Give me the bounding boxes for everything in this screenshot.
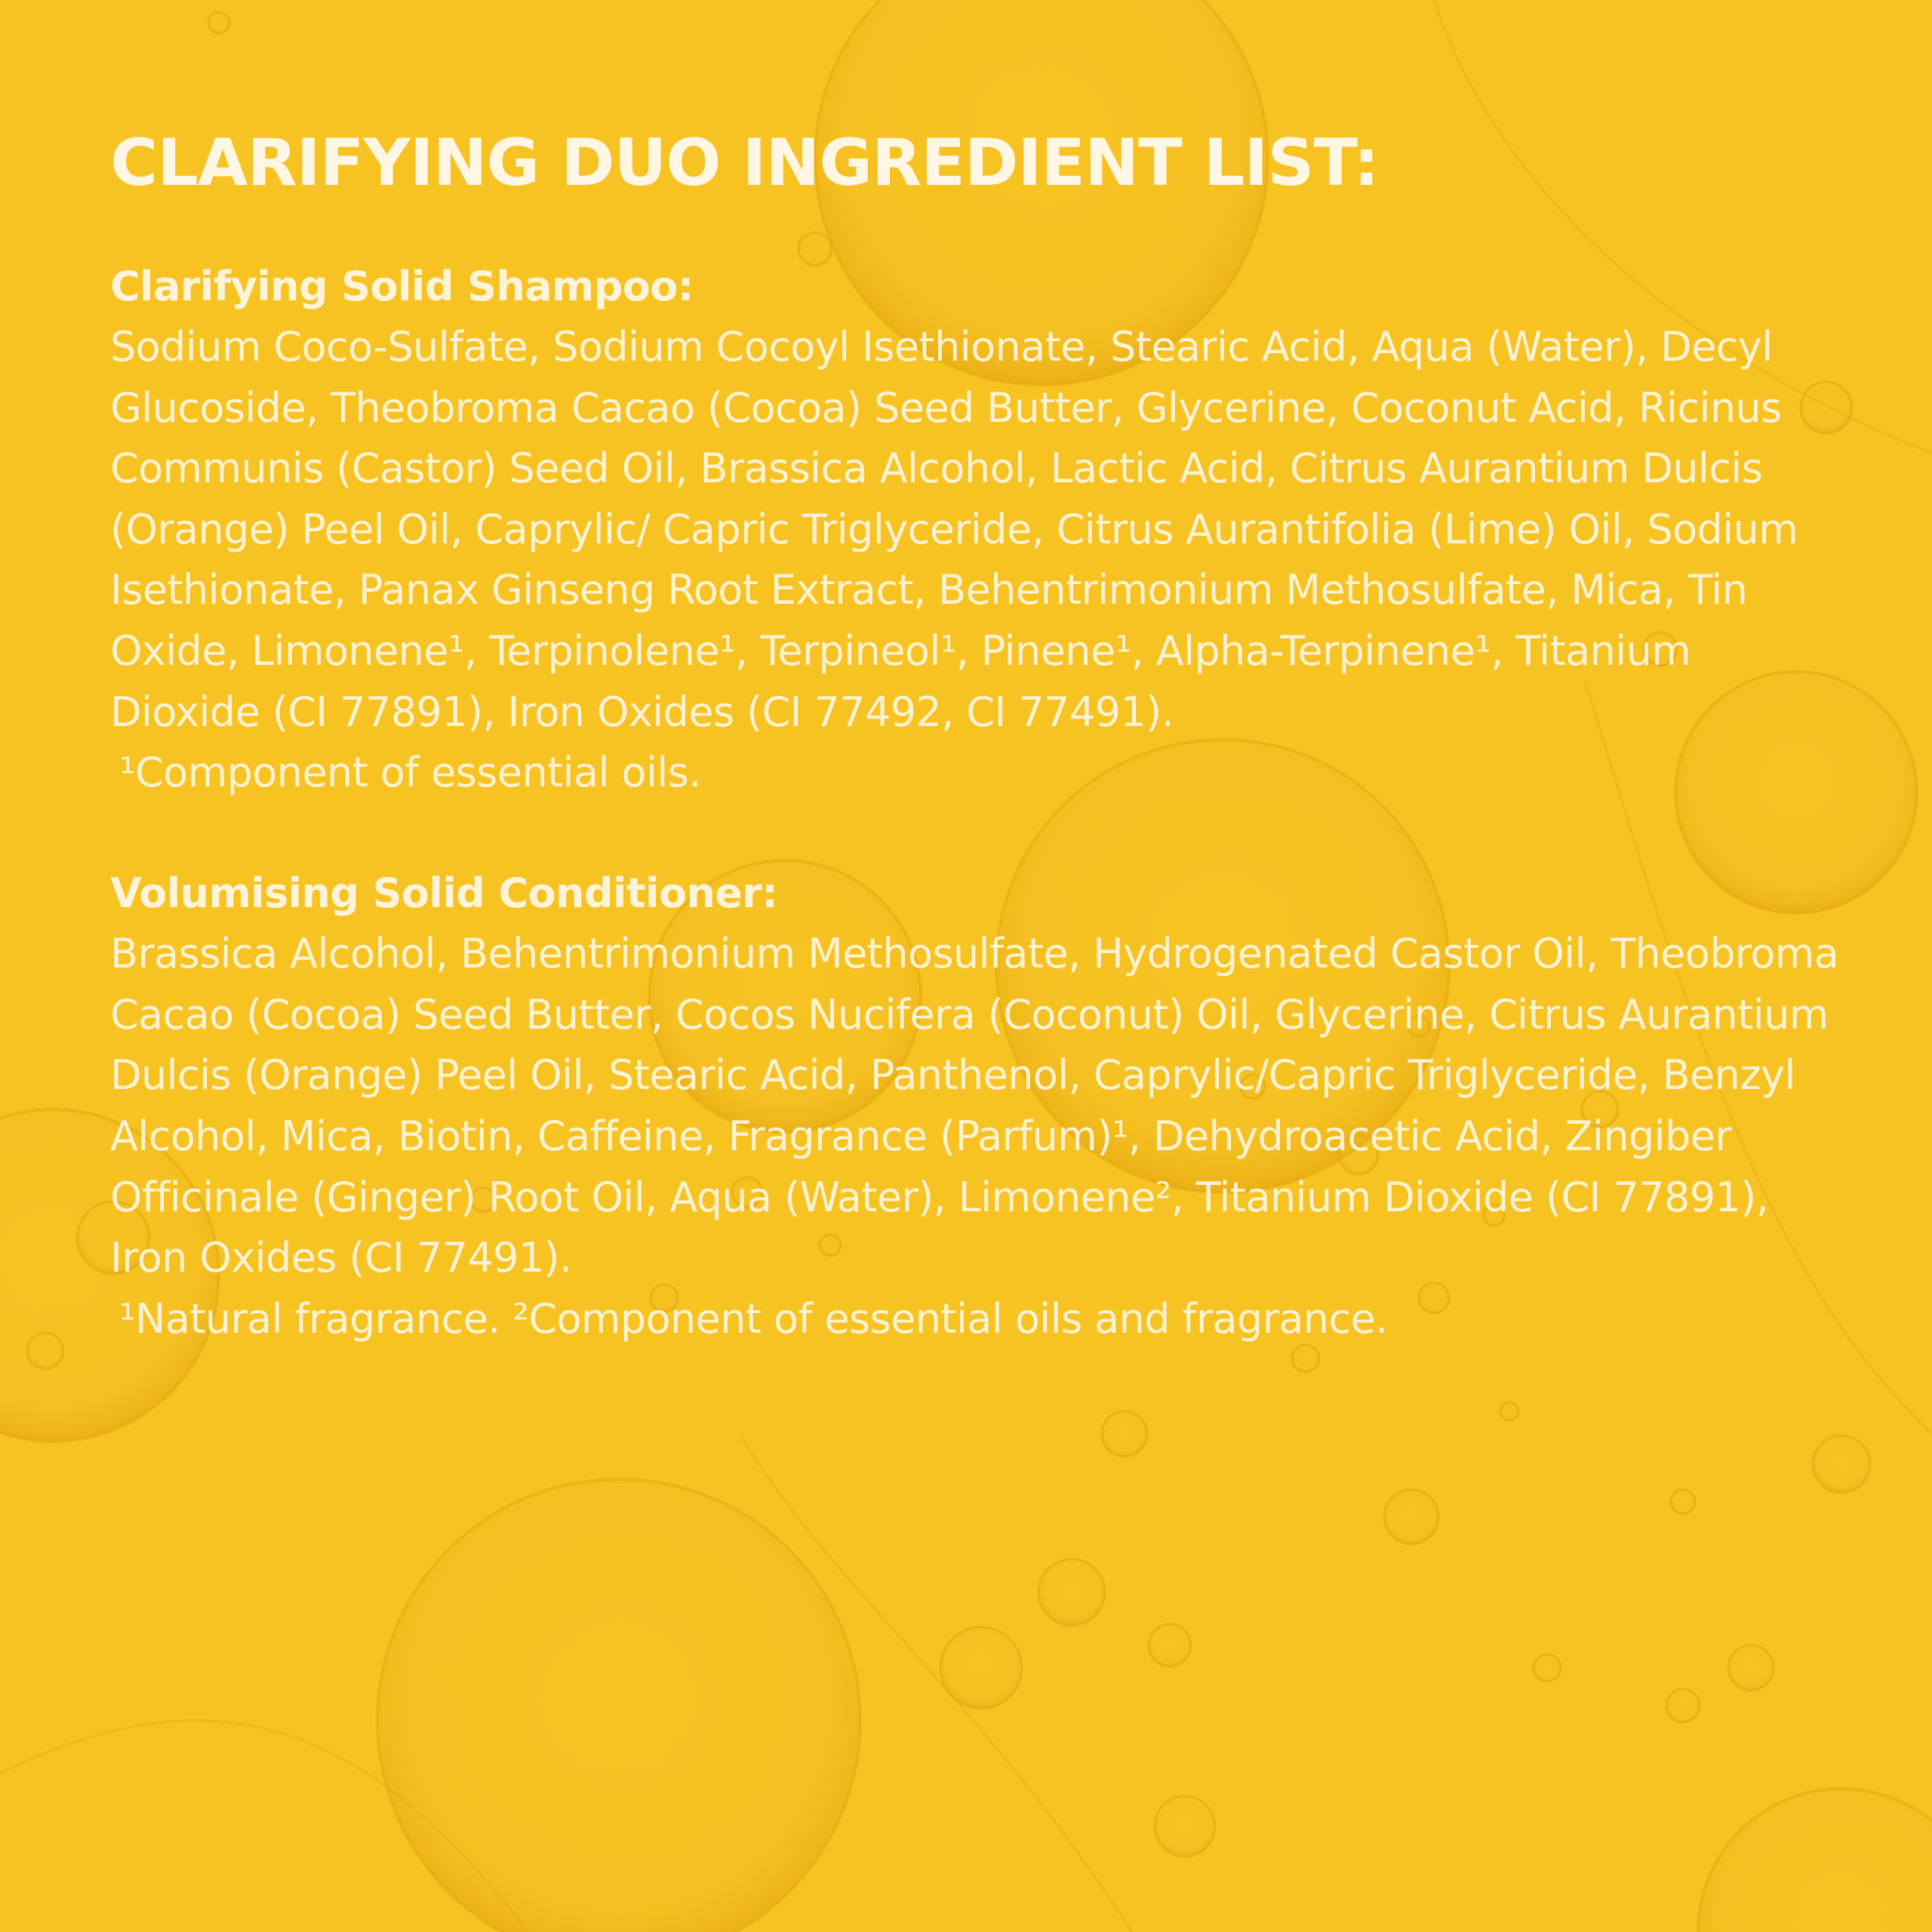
conditioner-section bbox=[110, 863, 1846, 1349]
shampoo-ingredients: Sodium Coco-Sulfate, Sodium Cocoyl Isethionate, Stearic Acid, Aqua (Water), Decyl Glucoside, Theobroma Cacao (Cocoa) Seed Butter, Glycerine, Coconut Acid, Ricinus Communis (Castor) Seed Oil, Brassica Alcohol, Lactic Acid, Citrus Aurantium Dulcis (Orange) Peel Oil, Caprylic/ Capric Triglyceride, Citrus Aurantifolia (Lime) Oil, Sodium Isethionate, Panax Ginseng Root Extract, Behentrimonium Methosulfate, Mica, Tin Oxide, Limonene¹, Terpinolene¹, Terpineol¹, Pinene¹, Alpha-Terpinene¹, Titanium Dioxide (CI 77891), Iron Oxides (CI 77492, CI 77491). bbox=[110, 323, 1798, 736]
page-title: CLARIFYING DUO INGREDIENT LIST: bbox=[110, 125, 1379, 201]
conditioner-ingredients: Brassica Alcohol, Behentrimonium Methosulfate, Hydrogenated Castor Oil, Theobroma Cacao (Cocoa) Seed Butter, Cocos Nucifera (Coconut) Oil, Glycerine, Citrus Aurantium Dulcis (Orange) Peel Oil, Stearic Acid, Panthenol, Caprylic/Capric Triglyceride, Benzyl Alcohol, Mica, Biotin, Caffeine, Fragrance (Parfum)¹, Dehydroacetic Acid, Zingiber Officinale (Ginger) Root Oil, Aqua (Water), Limonene², Titanium Dioxide (CI 77891), Iron Oxides (CI 77491). bbox=[110, 930, 1839, 1282]
conditioner-footnote: ¹Natural fragrance. ²Component of essential oils and fragrance. bbox=[119, 1294, 1388, 1343]
shampoo-heading: Clarifying Solid Shampoo: bbox=[110, 263, 694, 310]
conditioner-heading: Volumising Solid Conditioner: bbox=[110, 869, 778, 918]
shampoo-section bbox=[110, 257, 1846, 803]
ingredient-list-document bbox=[110, 113, 1846, 1349]
shampoo-footnote: ¹Component of essential oils. bbox=[119, 749, 701, 797]
